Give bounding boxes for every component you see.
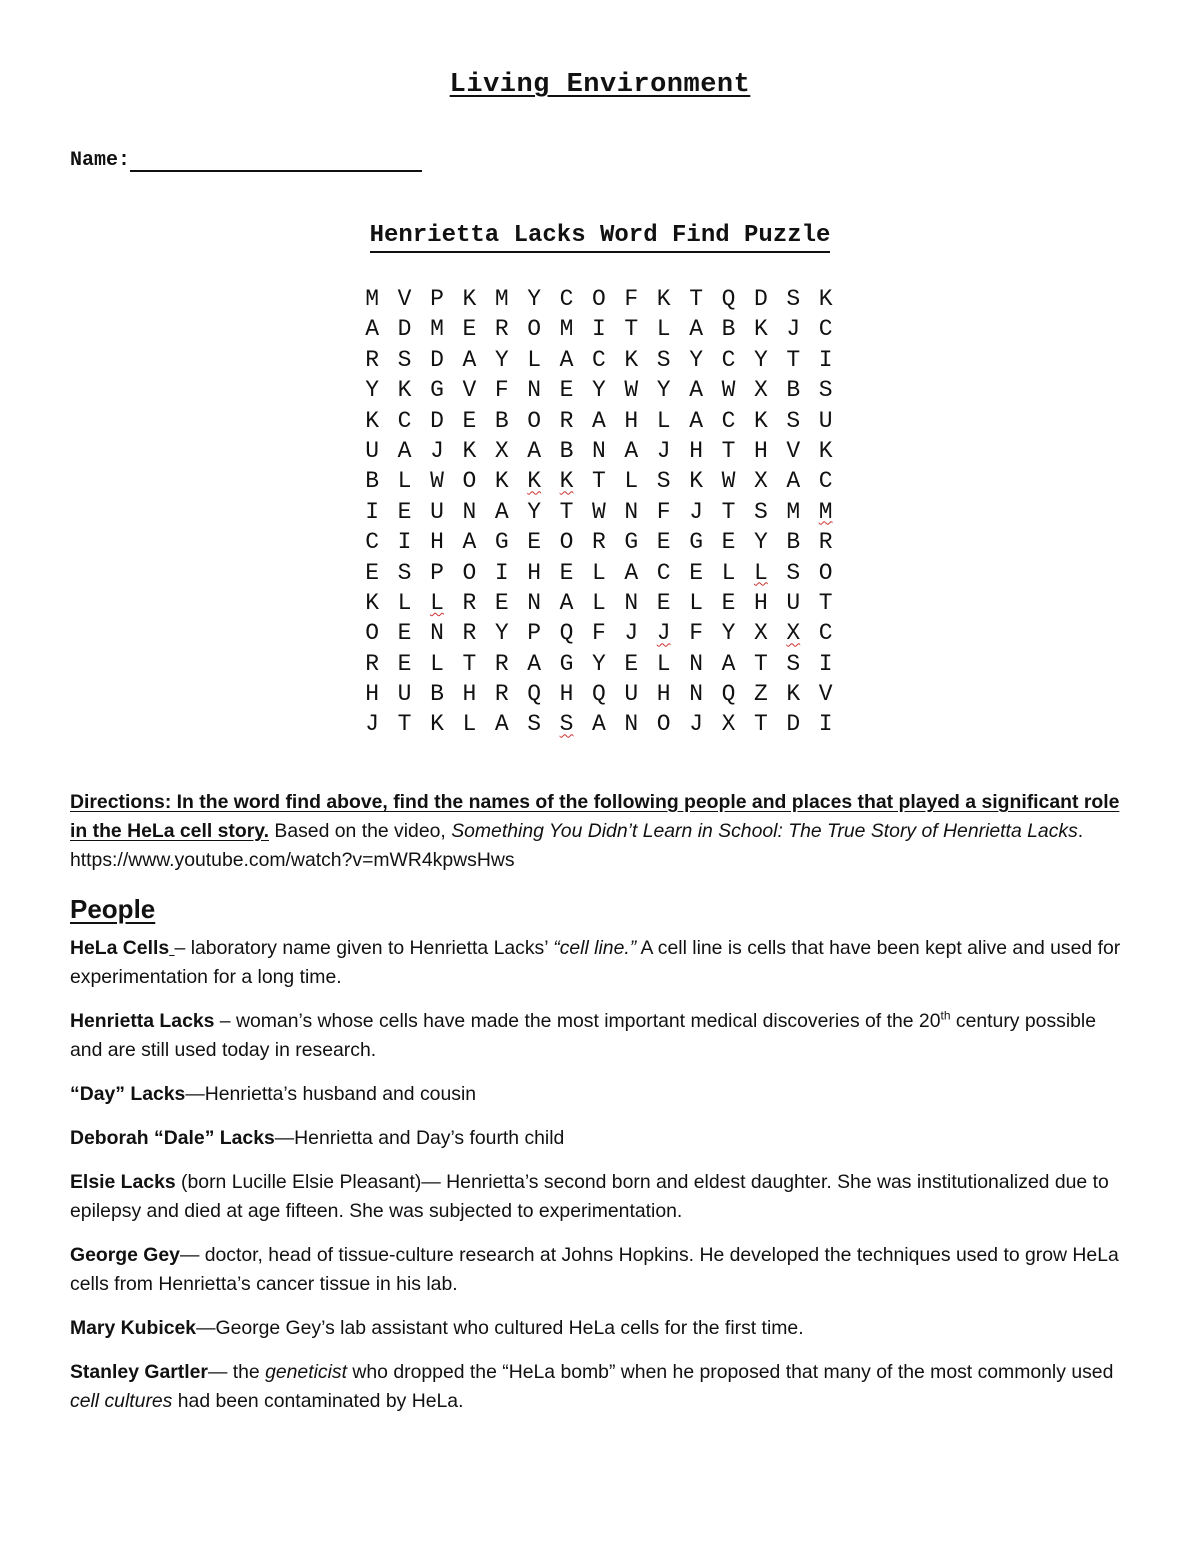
grid-letter: G: [494, 529, 509, 556]
puzzle-title: [0, 222, 1200, 249]
grid-letter: Y: [721, 620, 736, 647]
grid-letter: G: [430, 377, 444, 404]
grid-letter: I: [592, 316, 606, 343]
grid-letter: K: [494, 468, 509, 495]
grid-letter: L: [592, 559, 606, 586]
grid-letter: R: [559, 407, 574, 434]
grid-letter: Y: [656, 377, 671, 404]
grid-letter: C: [656, 559, 671, 586]
grid-letter: T: [753, 711, 768, 738]
grid-letter: W: [624, 377, 639, 404]
grid-letter: W: [592, 498, 606, 525]
grid-letter: K: [397, 377, 412, 404]
grid-letter: D: [430, 407, 444, 434]
grid-letter: J: [656, 620, 671, 647]
grid-letter: Q: [527, 681, 542, 708]
grid-letter: K: [462, 286, 477, 312]
def-george: — doctor, head of tissue-culture research at Johns Hopkins. He developed the techniques used to grow HeLa cells from Henrietta’s cancer tissue in his lab.: [70, 1244, 1119, 1295]
grid-letter: T: [559, 498, 574, 525]
entry-hela-cells: [70, 934, 1132, 992]
grid-letter: R: [494, 316, 509, 343]
grid-letter: L: [397, 589, 412, 616]
grid-letter: Y: [592, 650, 606, 677]
grid-letter: Q: [721, 286, 736, 312]
grid-letter: O: [527, 316, 542, 343]
grid-row: [356, 345, 842, 375]
grid-letter: S: [656, 346, 671, 373]
grid-letter: C: [559, 286, 574, 312]
grid-letter: E: [397, 650, 412, 677]
name-blank-line: [130, 146, 422, 172]
grid-letter: J: [430, 437, 444, 464]
grid-letter: N: [689, 681, 703, 708]
grid-letter: O: [527, 407, 542, 434]
grid-letter: F: [656, 498, 671, 525]
name-field-row: [70, 146, 422, 172]
grid-letter: K: [818, 286, 833, 312]
entry-deborah-lacks: [70, 1124, 1132, 1153]
grid-letter: Y: [365, 377, 380, 404]
grid-letter: V: [818, 681, 833, 708]
directions-paragraph: [70, 788, 1132, 875]
grid-row: [356, 709, 842, 739]
grid-letter: L: [430, 589, 444, 616]
grid-letter: D: [786, 711, 801, 738]
puzzle-title-text: Henrietta Lacks Word Find Puzzle: [370, 222, 831, 253]
grid-letter: A: [527, 437, 542, 464]
grid-letter: R: [462, 620, 477, 647]
grid-letter: O: [462, 468, 477, 495]
grid-letter: T: [721, 437, 736, 464]
grid-letter: H: [462, 681, 477, 708]
entry-stanley-gartler: [70, 1358, 1132, 1416]
grid-letter: N: [430, 620, 444, 647]
grid-letter: R: [818, 529, 833, 556]
grid-letter: A: [689, 407, 703, 434]
grid-row: [356, 375, 842, 405]
grid-letter: G: [624, 529, 639, 556]
entry-george-gey: [70, 1241, 1132, 1299]
grid-letter: E: [365, 559, 380, 586]
grid-letter: A: [592, 711, 606, 738]
term-stanley-gartler: Stanley Gartler: [70, 1361, 208, 1383]
grid-letter: A: [559, 589, 574, 616]
grid-letter: L: [397, 468, 412, 495]
grid-letter: T: [689, 286, 703, 312]
grid-letter: P: [527, 620, 542, 647]
grid-letter: D: [397, 316, 412, 343]
grid-letter: E: [656, 529, 671, 556]
def-stanley-2: who dropped the “HeLa bomb” when he proposed that many of the most commonly used: [347, 1361, 1114, 1383]
grid-letter: T: [462, 650, 477, 677]
grid-letter: S: [786, 650, 801, 677]
grid-letter: O: [592, 286, 606, 312]
grid-letter: B: [559, 437, 574, 464]
grid-letter: Y: [527, 498, 542, 525]
term-george-gey: George Gey: [70, 1244, 180, 1266]
grid-letter: A: [494, 711, 509, 738]
grid-letter: H: [527, 559, 542, 586]
def-mary: —George Gey’s lab assistant who cultured HeLa cells for the first time.: [196, 1317, 804, 1339]
grid-letter: K: [365, 407, 380, 434]
grid-letter: E: [527, 529, 542, 556]
grid-letter: D: [753, 286, 768, 312]
grid-letter: H: [559, 681, 574, 708]
grid-letter: T: [397, 711, 412, 738]
grid-letter: I: [397, 529, 412, 556]
grid-letter: N: [527, 377, 542, 404]
grid-letter: Q: [592, 681, 606, 708]
grid-letter: T: [624, 316, 639, 343]
grid-letter: U: [430, 498, 444, 525]
grid-letter: A: [397, 437, 412, 464]
grid-letter: O: [656, 711, 671, 738]
grid-letter: F: [494, 377, 509, 404]
grid-row: [356, 406, 842, 436]
grid-letter: V: [462, 377, 477, 404]
grid-letter: Y: [592, 377, 606, 404]
grid-row: [356, 588, 842, 618]
grid-letter: K: [462, 437, 477, 464]
grid-letter: N: [624, 711, 639, 738]
grid-letter: M: [430, 316, 444, 343]
directions-based-on: Based on the video,: [269, 820, 452, 842]
grid-letter: H: [656, 681, 671, 708]
grid-letter: V: [397, 286, 412, 312]
entry-day-lacks: [70, 1080, 1132, 1109]
grid-letter: H: [753, 437, 768, 464]
term-deborah-lacks: Deborah “Dale” Lacks: [70, 1127, 275, 1149]
grid-letter: W: [721, 377, 736, 404]
grid-letter: S: [397, 559, 412, 586]
grid-row: [356, 284, 842, 314]
grid-letter: K: [753, 407, 768, 434]
grid-letter: M: [559, 316, 574, 343]
grid-letter: R: [494, 650, 509, 677]
grid-letter: G: [559, 650, 574, 677]
grid-letter: L: [592, 589, 606, 616]
grid-letter: T: [721, 498, 736, 525]
term-elsie-lacks: Elsie Lacks: [70, 1171, 176, 1193]
def-stanley-italic-1: geneticist: [265, 1361, 347, 1383]
grid-letter: B: [721, 316, 736, 343]
grid-letter: X: [753, 468, 768, 495]
grid-letter: R: [494, 681, 509, 708]
grid-letter: I: [818, 650, 833, 677]
grid-letter: K: [559, 468, 574, 495]
grid-row: [356, 466, 842, 496]
grid-letter: Y: [527, 286, 542, 312]
grid-letter: R: [462, 589, 477, 616]
grid-letter: A: [689, 377, 703, 404]
grid-letter: X: [721, 711, 736, 738]
grid-letter: C: [818, 468, 833, 495]
grid-letter: U: [624, 681, 639, 708]
grid-letter: S: [527, 711, 542, 738]
entry-elsie-lacks: [70, 1168, 1132, 1226]
grid-letter: C: [818, 316, 833, 343]
grid-letter: Y: [689, 346, 703, 373]
grid-letter: S: [753, 498, 768, 525]
grid-row: [356, 436, 842, 466]
grid-letter: K: [527, 468, 542, 495]
def-henrietta-2: century possible and are still used today in research.: [70, 1010, 1097, 1061]
grid-row: [356, 679, 842, 709]
grid-letter: K: [624, 346, 639, 373]
def-day: —Henrietta’s husband and cousin: [185, 1083, 477, 1105]
grid-letter: F: [624, 286, 639, 312]
grid-letter: K: [430, 711, 444, 738]
grid-row: [356, 618, 842, 648]
grid-letter: A: [624, 559, 639, 586]
directions-heading: Directions: In the word find above, find the names of the following people and places that played a significant role in the HeLa cell story.: [70, 791, 1120, 842]
grid-letter: O: [365, 620, 380, 647]
grid-letter: H: [753, 589, 768, 616]
grid-letter: X: [753, 620, 768, 647]
grid-letter: H: [365, 681, 380, 708]
grid-letter: C: [721, 407, 736, 434]
grid-letter: A: [689, 316, 703, 343]
grid-letter: L: [721, 559, 736, 586]
name-label: Name:: [70, 149, 131, 172]
grid-letter: J: [689, 711, 703, 738]
grid-letter: W: [430, 468, 444, 495]
grid-letter: L: [624, 468, 639, 495]
grid-letter: U: [786, 589, 801, 616]
grid-letter: T: [592, 468, 606, 495]
grid-letter: E: [721, 529, 736, 556]
grid-letter: K: [365, 589, 380, 616]
grid-letter: N: [689, 650, 703, 677]
grid-letter: C: [592, 346, 606, 373]
grid-letter: C: [721, 346, 736, 373]
grid-letter: B: [430, 681, 444, 708]
grid-row: [356, 314, 842, 344]
grid-letter: E: [624, 650, 639, 677]
grid-letter: I: [818, 346, 833, 373]
grid-letter: R: [365, 346, 380, 373]
grid-letter: A: [365, 316, 380, 343]
video-title: Something You Didn’t Learn in School: The True Story of Henrietta Lacks: [451, 820, 1078, 842]
grid-letter: E: [721, 589, 736, 616]
grid-letter: S: [559, 711, 574, 738]
grid-letter: M: [494, 286, 509, 312]
grid-letter: S: [656, 468, 671, 495]
grid-letter: N: [624, 498, 639, 525]
grid-letter: P: [430, 286, 444, 312]
grid-letter: S: [818, 377, 833, 404]
def-hela-2: A cell line is cells that have been kept alive and used for experimentation for a long time.: [70, 937, 1121, 988]
grid-letter: N: [527, 589, 542, 616]
grid-letter: K: [753, 316, 768, 343]
term-hela-cells: HeLa Cells: [70, 937, 170, 959]
directions-period: .: [1077, 820, 1084, 842]
grid-letter: F: [689, 620, 703, 647]
grid-letter: J: [689, 498, 703, 525]
grid-letter: J: [786, 316, 801, 343]
entry-mary-kubicek: [70, 1314, 1132, 1343]
grid-letter: A: [462, 346, 477, 373]
page-title: [0, 70, 1200, 100]
grid-letter: S: [397, 346, 412, 373]
grid-letter: E: [656, 589, 671, 616]
def-henrietta-1: – woman’s whose cells have made the most important medical discoveries of the 20: [214, 1010, 941, 1032]
grid-letter: S: [786, 286, 801, 312]
grid-row: [356, 649, 842, 679]
grid-letter: Q: [559, 620, 574, 647]
people-heading: People: [70, 894, 156, 924]
grid-letter: Y: [753, 346, 768, 373]
grid-letter: B: [786, 377, 801, 404]
grid-letter: A: [721, 650, 736, 677]
grid-letter: E: [462, 316, 477, 343]
grid-letter: E: [689, 559, 703, 586]
grid-letter: K: [689, 468, 703, 495]
grid-letter: R: [365, 650, 380, 677]
grid-letter: U: [397, 681, 412, 708]
grid-letter: E: [397, 620, 412, 647]
term-mary-kubicek: Mary Kubicek: [70, 1317, 197, 1339]
grid-letter: L: [656, 407, 671, 434]
grid-letter: L: [430, 650, 444, 677]
grid-letter: D: [430, 346, 444, 373]
grid-letter: A: [559, 346, 574, 373]
grid-letter: H: [689, 437, 703, 464]
grid-letter: B: [365, 468, 380, 495]
grid-letter: L: [689, 589, 703, 616]
grid-letter: I: [494, 559, 509, 586]
grid-letter: V: [786, 437, 801, 464]
grid-letter: T: [818, 589, 833, 616]
term-henrietta-lacks: Henrietta Lacks: [70, 1010, 215, 1032]
grid-letter: X: [786, 620, 801, 647]
grid-letter: O: [818, 559, 833, 586]
grid-letter: C: [365, 529, 380, 556]
grid-letter: E: [559, 559, 574, 586]
grid-letter: A: [462, 529, 477, 556]
def-stanley-1: — the: [207, 1361, 266, 1383]
def-stanley-italic-2: cell cultures: [70, 1390, 173, 1412]
grid-row: [356, 527, 842, 557]
grid-letter: M: [786, 498, 801, 525]
def-henrietta-sup: th: [940, 1008, 951, 1023]
grid-letter: L: [753, 559, 768, 586]
grid-letter: O: [462, 559, 477, 586]
grid-letter: A: [494, 498, 509, 525]
grid-letter: R: [592, 529, 606, 556]
grid-letter: N: [462, 498, 477, 525]
grid-letter: C: [818, 620, 833, 647]
grid-letter: S: [786, 407, 801, 434]
grid-letter: Z: [753, 681, 768, 708]
video-url[interactable]: https://www.youtube.com/watch?v=mWR4kpwsHws: [70, 849, 515, 871]
grid-letter: P: [430, 559, 444, 586]
grid-letter: I: [365, 498, 380, 525]
entry-henrietta-lacks: [70, 1007, 1132, 1065]
grid-letter: L: [656, 316, 671, 343]
grid-letter: L: [527, 346, 542, 373]
grid-letter: B: [494, 407, 509, 434]
grid-letter: B: [786, 529, 801, 556]
grid-letter: L: [462, 711, 477, 738]
grid-letter: A: [592, 407, 606, 434]
grid-letter: N: [592, 437, 606, 464]
grid-letter: Y: [494, 620, 509, 647]
word-search-grid: [356, 284, 842, 740]
grid-letter: E: [397, 498, 412, 525]
grid-letter: A: [786, 468, 801, 495]
grid-letter: K: [786, 681, 801, 708]
def-deborah: —Henrietta and Day’s fourth child: [274, 1127, 565, 1149]
grid-letter: F: [592, 620, 606, 647]
grid-letter: N: [624, 589, 639, 616]
grid-letter: E: [494, 589, 509, 616]
grid-letter: U: [818, 407, 833, 434]
grid-letter: Y: [494, 346, 509, 373]
grid-letter: J: [365, 711, 380, 738]
grid-letter: E: [559, 377, 574, 404]
grid-letter: A: [527, 650, 542, 677]
document-body: [70, 788, 1132, 1431]
grid-letter: K: [656, 286, 671, 312]
grid-letter: M: [818, 498, 833, 525]
grid-letter: H: [430, 529, 444, 556]
grid-letter: M: [365, 286, 380, 312]
grid-letter: H: [624, 407, 639, 434]
grid-letter: G: [689, 529, 703, 556]
grid-letter: J: [624, 620, 639, 647]
page-title-text: Living Environment: [449, 70, 751, 100]
grid-letter: I: [818, 711, 833, 738]
grid-letter: T: [786, 346, 801, 373]
grid-letter: K: [818, 437, 833, 464]
grid-letter: A: [624, 437, 639, 464]
grid-letter: J: [656, 437, 671, 464]
term-day-lacks: “Day” Lacks: [70, 1083, 186, 1105]
grid-letter: O: [559, 529, 574, 556]
def-elsie: (born Lucille Elsie Pleasant)— Henrietta’s second born and eldest daughter. She was institutionalized due to epilepsy and died at age fifteen. She was subjected to experimentation.: [70, 1171, 1109, 1222]
grid-row: [356, 558, 842, 588]
def-hela-italic: “cell line.”: [553, 937, 637, 959]
grid-letter: W: [721, 468, 736, 495]
grid-letter: L: [656, 650, 671, 677]
grid-letter: X: [753, 377, 768, 404]
grid-letter: C: [397, 407, 412, 434]
grid-letter: Q: [721, 681, 736, 708]
grid-letter: Y: [753, 529, 768, 556]
grid-letter: E: [462, 407, 477, 434]
grid-letter: T: [753, 650, 768, 677]
def-stanley-3: had been contaminated by HeLa.: [172, 1390, 464, 1412]
grid-letter: X: [494, 437, 509, 464]
grid-row: [356, 497, 842, 527]
grid-letter: U: [365, 437, 380, 464]
grid-letter: S: [786, 559, 801, 586]
def-hela-1: – laboratory name given to Henrietta Lacks’: [174, 937, 554, 959]
